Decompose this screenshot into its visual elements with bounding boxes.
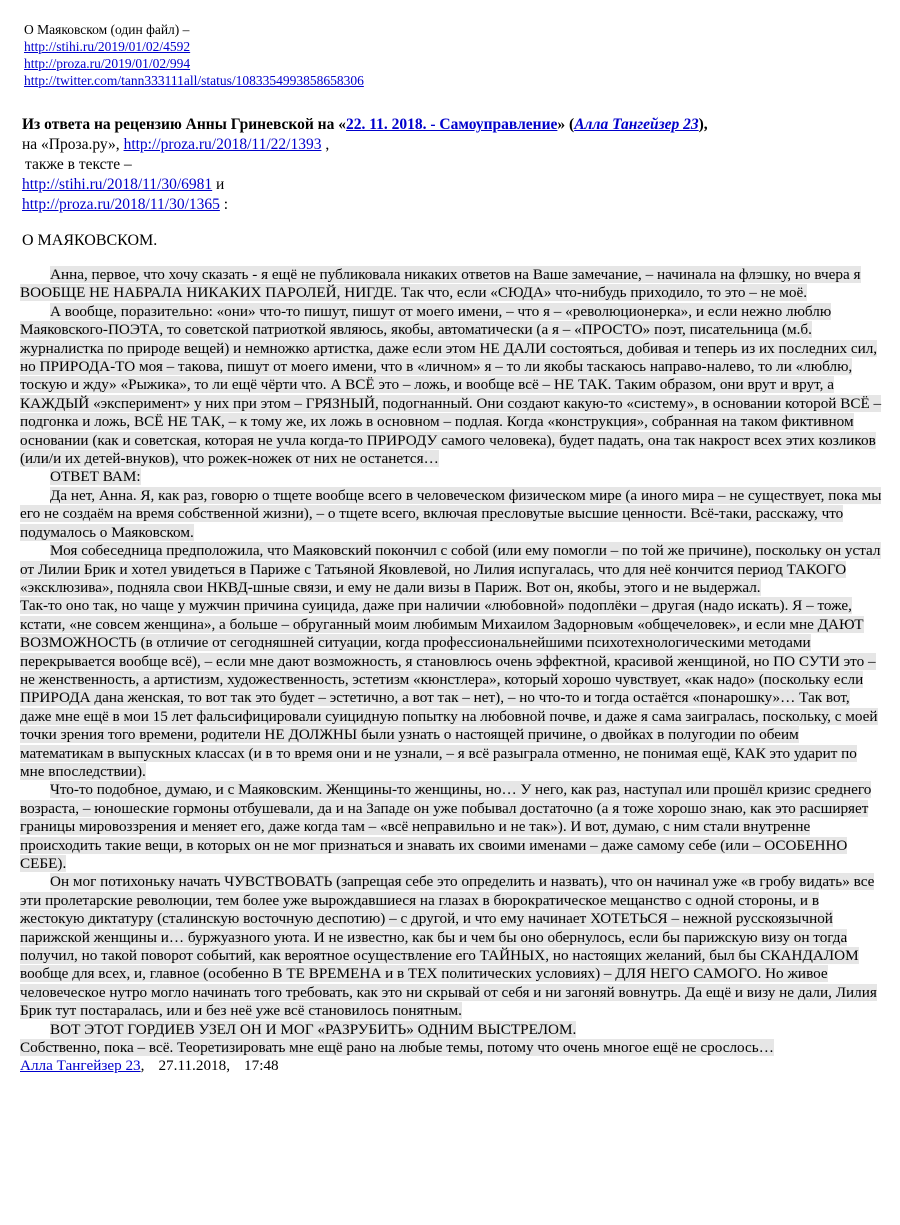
paragraph	[20, 487, 882, 542]
paragraph	[20, 781, 882, 873]
header-link-twitter[interactable]: http://twitter.com/tann333111all/status/1083354993858658306	[24, 73, 364, 88]
intro-line-2-post: ,	[321, 136, 330, 153]
intro-line-2	[22, 135, 882, 155]
signature-line	[20, 1057, 882, 1075]
paragraph-text: ВОТ ЭТОТ ГОРДИЕВ УЗЕЛ ОН И МОГ «РАЗРУБИТЬ» ОДНИМ ВЫСТРЕЛОМ.	[50, 1020, 577, 1038]
paragraph-text: Он мог потихоньку начать ЧУВСТВОВАТЬ (запрещая себе это определить и назвать), что он начинал уже «в гробу видать» все эти пролетарские революции, тем более уже вырождавшиеся на глазах в бюрократическое мещанство с одной стороны, и в жестокую диктатуру (сталинскую восточную деспотию) – с другой, и что ему начинает ХОТЕТЬСЯ – нежной русскоязычной парижской женщины и… буржуазного уюта. И не известно, как бы и чем бы оно обернулось, если бы парижскую визу он тогда получил, но такой поворот событий, как вероятное осуществление его ТАЙНЫХ, но настоящих желаний, был бы СКАНДАЛОМ вообще для всех, и, главное (особенно В ТЕ ВРЕМЕНА и в ТЕХ политических условиях) – ДЛЯ НЕГО САМОГО. Но живое человеческое нутро могло начинать того требовать, как это ни скрывай от себя и ни загоняй вовнутрь. Да ещё и визу не дали, Лилия Брик тут постаралась, или и без неё уже всё становилось понятным.	[20, 873, 877, 1020]
proza-link[interactable]: http://proza.ru/2018/11/30/1365	[22, 196, 220, 213]
header-title: О Маяковском (один файл) –	[24, 22, 190, 37]
paragraph	[20, 1039, 882, 1057]
header-link-proza[interactable]: http://proza.ru/2019/01/02/994	[24, 56, 191, 71]
article-body	[20, 266, 882, 1076]
paragraph-text: Анна, первое, что хочу сказать - я ещё не публиковала никаких ответов на Ваше замечание, – начинала на флэшку, но вчера я ВООБЩЕ НЕ НАБРАЛА НИКАКИХ ПАРОЛЕЙ, НИГДЕ. Так что, если «СЮДА» что-нибудь приходило, то это – не моё.	[20, 266, 861, 302]
intro-line-4	[22, 175, 882, 195]
header-block	[24, 21, 364, 89]
paragraph	[20, 1021, 882, 1039]
paragraph	[20, 303, 882, 469]
intro-line-2-text: на «Проза.ру»,	[22, 136, 124, 153]
paragraph-text: Собственно, пока – всё. Теоретизировать мне ещё рано на любые темы, потому что очень многое ещё не срослось…	[20, 1039, 774, 1057]
intro-title	[22, 115, 882, 135]
intro-lead: Из ответа на рецензию Анны Гриневской на «	[22, 116, 346, 133]
signature-date: 27.11.2018,	[158, 1057, 231, 1075]
author-link[interactable]: Алла Тангейзер 23	[574, 116, 699, 133]
intro-mid: » (	[557, 116, 575, 133]
paragraph-text: Да нет, Анна. Я, как раз, говорю о тщете вообще всего в человеческом физическом мире (а иного мира – не существует, пока мы его не создаём на время собственной жизни), – о тщете всего, включая пресловутые высшие ценности. Всё-таки, расскажу, что подумалось о Маяковском.	[20, 486, 882, 541]
intro-line-4-post: и	[212, 176, 225, 193]
paragraph	[20, 873, 882, 1020]
signature-comma: ,	[140, 1057, 145, 1075]
paragraph-text: ОТВЕТ ВАМ:	[50, 468, 141, 486]
intro-line-5-post: :	[219, 196, 229, 213]
paragraph	[20, 597, 882, 781]
intro-line-3: также в тексте –	[25, 156, 132, 173]
section-heading: О МАЯКОВСКОМ.	[22, 232, 158, 249]
paragraph	[20, 266, 882, 303]
signature-time: 17:48	[244, 1057, 279, 1075]
header-link-stihi[interactable]: http://stihi.ru/2019/01/02/4592	[24, 39, 191, 54]
paragraph-text: Что-то подобное, думаю, и с Маяковским. Женщины-то женщины, но… У него, как раз, наступал или прошёл кризис среднего возраста, – юношеские гормоны отбушевали, да и на Западе он уже побывал достаточно (а я тоже хорошо знаю, как это расширяет границы мировоззрения и меняет его, даже когда там – «всё неправильно и не так»). И вот, думаю, с ним стали внутренне происходить такие вещи, в которых он не мог признаться и знавать их своими именами – даже самому себе (или – ОСОБЕННО СЕБЕ).	[20, 781, 872, 872]
signature-author-link[interactable]: Алла Тангейзер 23	[20, 1057, 141, 1075]
work-link[interactable]: 22. 11. 2018. - Самоуправление	[345, 116, 558, 133]
stihi-link[interactable]: http://stihi.ru/2018/11/30/6981	[22, 176, 213, 193]
paragraph-text: Так-то оно так, но чаще у мужчин причина суицида, даже при наличии «любовной» подоплёки – другая (надо искать). Я – тоже, кстати, «не совсем женщина», а больше – обруганный моим любимым Михаилом Задорновым «общечеловек», и если мне ДАЮТ ВОЗМОЖНОСТЬ (в отличие от сегодняшней ситуации, когда профессиональнейшими психотехнологическими методами перекрывается вообще всё), – если мне дают возможность, я становлюсь очень эффектной, красивой женщиной, но ПО СУТИ это – не женственность, а артистизм, художественность, эстетизм «кюнстлера», который хорошо чувствует, «как надо» (поскольку если ПРИРОДА дана женская, то вот так это будет – эстетично, а вот так – нет), – но что-то и тогда остаётся «понарошку»… Так вот, даже мне ещё в мои 15 лет фальсифицировали суицидную попытку на любовной почве, и даже я сама заигралась, поскольку, с моей точки зрения того времени, родители НЕ ДОЛЖНЫ были узнать о настоящей причине, о двойках в полугодии по обеим математикам в выпускных классах (и в то время они и не узнали, – я всё разыграла отменно, не понимая ещё, КАК это ударит по мне впоследствии).	[20, 597, 878, 780]
intro-line-5	[22, 195, 882, 215]
paragraph-text: Моя собеседница предположила, что Маяковский покончил с собой (или ему помогли – по той же причине), поскольку он устал от Лилии Брик и хотел увидеться в Париже с Татьяной Яковлевой, но Лилия испугалась, что для неё кончится период ТАКОГО «эксклюзива», подняла свои НКВД-шные связи, и ему не дали визы в Париж. Вот он, якобы, этого и не выдержал.	[20, 542, 881, 596]
intro-tail: ),	[698, 116, 708, 133]
review-link[interactable]: http://proza.ru/2018/11/22/1393	[123, 136, 322, 153]
paragraph-text: А вообще, поразительно: «они» что-то пишут, пишут от моего имени, – что я – «революционерка», и если нежно люблю Маяковского-ПОЭТА, то советской патриоткой являюсь, якобы, автоматически (а я – «ПРОСТО» поэт, писательница (м.б. журналистка по природе вещей) и немножко артистка, даже если этом НЕ ДАЛИ состояться, добивая и теперь из их последних сил, но ПРИРОДА-ТО моя – такова, пишут от моего имени, что в «личном» я – то ли якобы таскаюсь направо-налево, то ли «люблю, тоскую и жду» «Рыжика», то ли ещё чёрти что. А ВСЁ это – ложь, и вообще всё – НЕ ТАК. Таким образом, они врут и врут, а КАЖДЫЙ «эксперимент» у них при этом – ГРЯЗНЫЙ, подогнанный. Они создают какую-то «систему», в основании которой ВСЁ – подгонка и ложь, ВСЁ НЕ ТАК, – к тому же, их ложь в основном – подлая. Когда «конструкция», собранная на таком фиктивном основании (как и советская, которая не учла когда-то ПРИРОДУ самого человека), будет падать, она так накрост всех этих козликов (или/и их детей-внуков), что рожек-ножек от них не останется…	[20, 302, 882, 468]
intro-block	[22, 115, 882, 215]
paragraph	[20, 542, 882, 597]
paragraph	[20, 468, 882, 486]
